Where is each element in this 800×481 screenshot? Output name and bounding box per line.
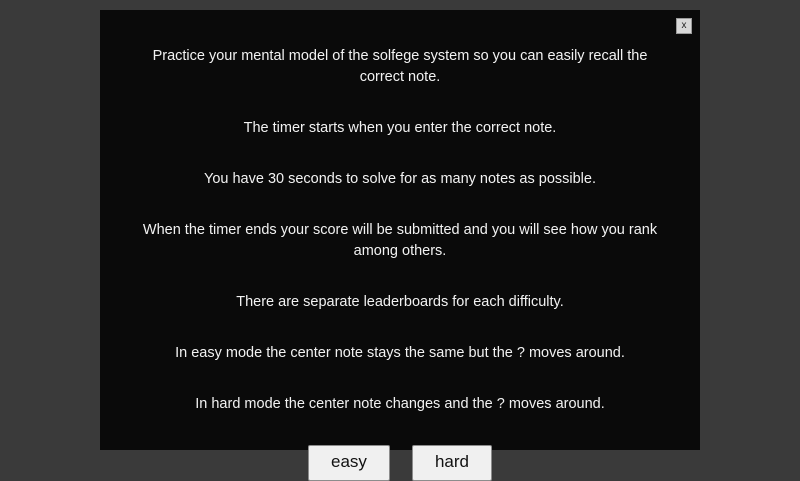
close-icon[interactable]: x xyxy=(676,18,692,34)
instruction-paragraph-5: There are separate leaderboards for each difficulty. xyxy=(236,294,564,310)
instruction-paragraph-3: You have 30 seconds to solve for as many notes as possible. xyxy=(203,171,596,187)
instructions-modal xyxy=(100,10,700,471)
easy-difficulty-button[interactable]: easy xyxy=(308,445,390,481)
instruction-paragraph-2: The timer starts when you enter the correct note. xyxy=(243,120,557,136)
instruction-paragraph-6: In easy mode the center note stays the same but the ? moves around. xyxy=(175,345,625,361)
instruction-paragraph-1: Practice your mental model of the solfege system so you can easily recall the correct note. xyxy=(152,48,648,85)
instruction-paragraph-7: In hard mode the center note changes and the ? moves around. xyxy=(195,396,605,412)
instruction-paragraph-4: When the timer ends your score will be submitted and you will see how you rank among others. xyxy=(142,222,658,259)
instructions-text-block xyxy=(100,10,700,481)
hard-difficulty-button[interactable]: hard xyxy=(412,445,492,481)
difficulty-button-row xyxy=(128,445,672,481)
